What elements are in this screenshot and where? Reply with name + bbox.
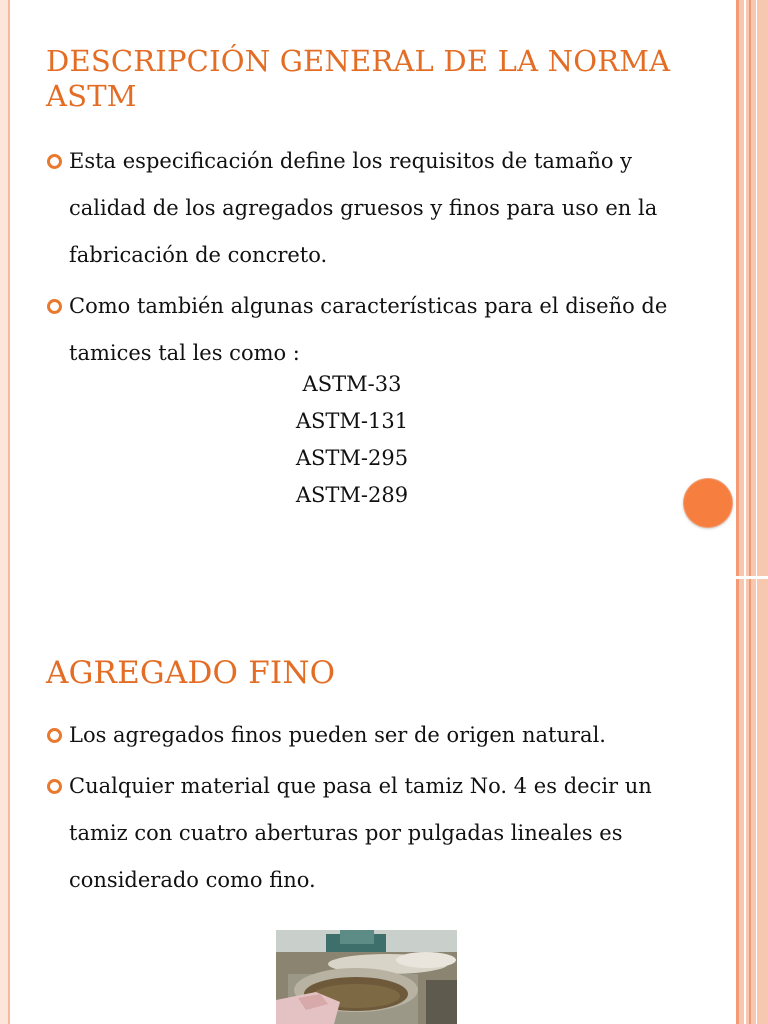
norm-item: ASTM-33 (302, 372, 402, 396)
right-side-band (736, 0, 768, 1024)
bullet-text: Esta especificación define los requisitos de tamaño y calidad de los agregados gruesos y finos para uso en la fabricación de concreto. (69, 149, 658, 267)
astm-norm-list (240, 366, 464, 514)
slide-2-title: AGREGADO FINO (46, 655, 336, 691)
sieve-photo (276, 930, 457, 1024)
slide-1-title: DESCRIPCIÓN GENERAL DE LA NORMA ASTM (46, 44, 671, 113)
norm-item: ASTM-295 (295, 446, 409, 470)
bullet-text: Cualquier material que pasa el tamiz No. 4 es decir un tamiz con cuatro aberturas por pulgadas lineales es considerado como fino. (69, 774, 652, 892)
ring-bullet-icon (47, 728, 62, 743)
slide-seam (736, 576, 768, 579)
ring-bullet-icon (47, 154, 62, 169)
bullet-text: Los agregados finos pueden ser de origen natural. (69, 723, 606, 747)
slide-2-bullet-list (46, 712, 686, 908)
band-stripe (736, 0, 739, 1024)
bullet-text: Como también algunas características para el diseño de tamices tal les como : (69, 294, 668, 365)
bullet-item (46, 138, 686, 279)
norm-item: ASTM-289 (295, 483, 409, 507)
band-stripe (756, 0, 757, 1024)
ring-bullet-icon (47, 779, 62, 794)
sieve-photo-illustration (276, 930, 457, 1024)
norm-item: ASTM-131 (295, 409, 409, 433)
band-stripe (749, 0, 751, 1024)
bullet-item (46, 283, 686, 377)
bullet-item (46, 763, 686, 904)
band-stripe (744, 0, 746, 1024)
slide-1-bullet-list (46, 138, 686, 381)
bullet-item (46, 712, 686, 759)
orange-circle-icon (684, 479, 732, 527)
left-border-decoration (0, 0, 10, 1024)
ring-bullet-icon (47, 299, 62, 314)
